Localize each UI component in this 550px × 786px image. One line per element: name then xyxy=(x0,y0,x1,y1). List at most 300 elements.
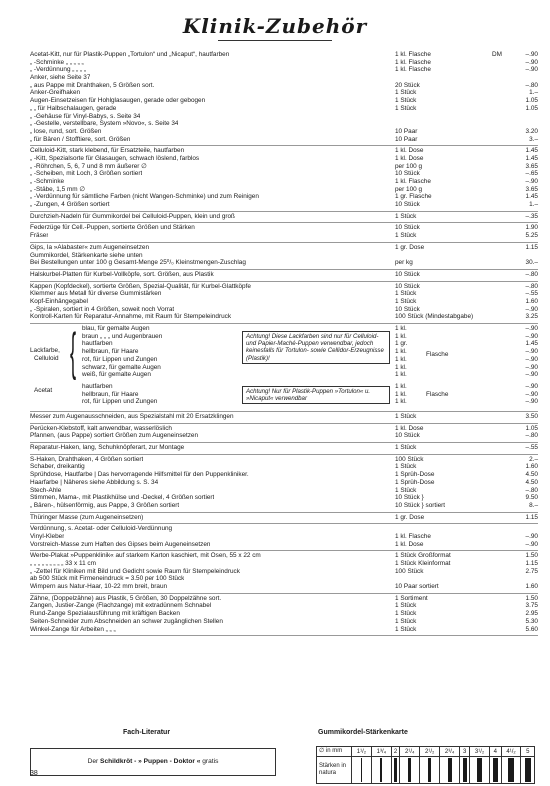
item-quantity: 1 kl. Flasche xyxy=(395,51,431,58)
item-price: –.80 xyxy=(525,486,538,494)
item-price: 1.60 xyxy=(525,297,538,305)
section xyxy=(30,282,538,324)
gummi-size-cell: 4 xyxy=(489,747,501,757)
section xyxy=(30,243,538,270)
item-quantity: 1 Stück xyxy=(395,610,417,618)
item-description: Stech-Ahle xyxy=(30,486,62,494)
list-item xyxy=(30,487,538,495)
title-underline xyxy=(218,40,332,41)
section xyxy=(30,455,538,513)
qty-item: 1 kl. xyxy=(395,332,407,340)
color-item: hautfarben xyxy=(82,340,113,348)
item-price: –.90 xyxy=(525,305,538,313)
item-description: Haarfarbe | Näheres siehe Abbildung s. S. 34 xyxy=(30,478,159,486)
item-quantity: 1 Stück xyxy=(395,97,417,105)
item-price: 1.– xyxy=(529,201,538,209)
item-price: 1.15 xyxy=(525,560,538,567)
item-description: „ -Schminke xyxy=(30,178,65,185)
gummi-sample-bar xyxy=(508,758,514,782)
color-item: rot, für Lippen und Zungen xyxy=(82,398,158,406)
item-description: „ „ „ „ „ „ „ „ „ 33 x 11 cm xyxy=(30,560,96,567)
section xyxy=(30,270,538,282)
color-item: weiß, für gemalte Augen xyxy=(82,371,151,379)
item-quantity: 1 Stück xyxy=(395,625,417,633)
color-item: rot, für Lippen und Zungen xyxy=(82,355,158,363)
gummi-table xyxy=(316,746,535,784)
list-item xyxy=(30,51,538,59)
gummi-sample-bar xyxy=(463,758,467,782)
item-price: 5.60 xyxy=(525,625,538,633)
item-description: „ -Spiralen, sortiert in 4 Größen, soweit noch Vorrat xyxy=(30,305,175,313)
fach-text-post: gratis xyxy=(200,758,219,765)
item-description: Reparatur-Haken, lang, Schuhknöpferart, zur Montage xyxy=(30,444,185,452)
list-item xyxy=(30,298,538,306)
gummi-sample-cell xyxy=(501,757,521,784)
item-description: Gummikordel, Stärkenkarte siehe unten xyxy=(30,251,143,259)
list-item xyxy=(30,595,538,603)
item-price: 2.95 xyxy=(525,610,538,618)
acetat-qty xyxy=(395,383,407,406)
item-quantity: 10 Stück } xyxy=(395,494,424,502)
item-price: –.80 xyxy=(525,270,538,278)
item-price: 1.90 xyxy=(525,224,538,232)
list-item xyxy=(30,626,538,634)
warning-note: Achtung! Diese Lackfarben sind nur für Celluloid- und Papier-Maché-Puppen verwendbar, jedoch keinesfalls für Tortulon- sowie Cellidor-Erzeugnisse (Plastik)! xyxy=(242,331,390,364)
qty-item: 1 kl. xyxy=(395,390,407,398)
list-item xyxy=(30,232,538,240)
item-description: Klemmer aus Metall für diverse Gummistärken xyxy=(30,290,162,298)
fach-literatur-title: Fach-Literatur xyxy=(123,729,171,736)
item-price: 1.50 xyxy=(525,594,538,602)
qty-item: 1 gr. xyxy=(395,340,408,348)
item-quantity: 1 Sortiment xyxy=(395,594,428,602)
item-quantity: 1 gr. Dose xyxy=(395,513,425,521)
item-description: Vorstreich-Masse zum Haften des Gipses beim Augeneinsetzen xyxy=(30,540,211,548)
acetat-label: Acetat xyxy=(34,387,53,394)
gummi-sample-bar xyxy=(408,758,411,782)
section xyxy=(30,551,538,593)
lackfarbe-colors xyxy=(82,325,162,379)
item-quantity: 10 Stück xyxy=(395,270,420,278)
section xyxy=(30,424,538,443)
item-price: 1.50 xyxy=(525,552,538,560)
list-item xyxy=(30,525,538,533)
item-quantity: 1 Stück xyxy=(395,212,417,220)
gummi-row-label: Stärken in natura xyxy=(317,757,352,784)
item-quantity: 100 Stück (Mindestabgabe) xyxy=(395,313,474,321)
list-item xyxy=(30,568,538,576)
acetat-note: Achtung! Nur für Plastik-Puppen »Tortulon« u. »Nicaput« verwendbar xyxy=(242,386,390,404)
item-description: Zähne, (Doppelzähne) aus Plastik, 5 Größen, 30 Doppelzähne sort. xyxy=(30,594,222,602)
item-quantity: 1 gr. Flasche xyxy=(395,193,432,201)
item-description: Fräser xyxy=(30,232,49,240)
list-item xyxy=(30,413,538,421)
item-description: Anker-Greifhaken xyxy=(30,89,81,97)
gummi-sample-bar xyxy=(394,758,396,782)
item-description: „ für Bären / Stofftiere, sort. Größen xyxy=(30,135,131,143)
section xyxy=(30,524,538,551)
item-price: 1.45 xyxy=(525,154,538,162)
item-price: 5.30 xyxy=(525,617,538,625)
item-quantity: 1 Stück xyxy=(395,290,417,298)
qty-item: 1 kl. xyxy=(395,398,407,406)
item-quantity: 10 Stück xyxy=(395,305,420,313)
item-price: 8.– xyxy=(529,501,538,509)
lackfarbe-block xyxy=(30,325,538,409)
list-item xyxy=(30,224,538,232)
item-quantity: 1 Stück xyxy=(395,486,417,494)
item-price: 3.75 xyxy=(525,602,538,610)
item-quantity: 10 Paar xyxy=(395,135,418,143)
price-item: –.90 xyxy=(525,371,538,379)
item-description: Halskurbel-Platten für Kurbel-Vollköpfe, sort. Größen, aus Plastik xyxy=(30,270,214,278)
gummi-sample-cell xyxy=(400,757,420,784)
item-quantity: 1 Stück Großformat xyxy=(395,552,451,560)
item-price: 1.05 xyxy=(525,424,538,432)
list-item xyxy=(30,583,538,591)
item-price: 3.– xyxy=(529,135,538,143)
item-price: 3.50 xyxy=(525,413,538,420)
list-item xyxy=(30,97,538,105)
color-item: hautfarben xyxy=(82,383,113,390)
item-description: „ -Zungen, 4 Größen sortiert xyxy=(30,201,110,209)
item-description: „ -Verdünnung „ „ „ „ xyxy=(30,66,87,74)
price-item: –.90 xyxy=(525,355,538,363)
section xyxy=(30,146,538,212)
list-item xyxy=(30,155,538,163)
item-description: Acetat-Kitt, nur für Plastik-Puppen „Tortulon“ und „Nicaput“, hautfarben xyxy=(30,51,230,58)
item-quantity: 1 Sprüh-Dose xyxy=(395,478,435,486)
section xyxy=(30,223,538,242)
list-item xyxy=(30,575,538,583)
item-price: –.90 xyxy=(525,66,538,74)
item-quantity: 10 Stück xyxy=(395,201,420,209)
price-list xyxy=(30,50,538,636)
list-item xyxy=(30,193,538,201)
section xyxy=(30,50,538,146)
item-quantity: 1 Stück xyxy=(395,297,417,305)
qty-item: 1 kl. xyxy=(395,325,407,332)
item-price: –.90 xyxy=(525,58,538,66)
item-price: 1.– xyxy=(529,89,538,97)
item-quantity: 1 Stück xyxy=(395,444,417,452)
list-item xyxy=(30,252,538,260)
item-description: Wimpern aus Natur-Haar, 10-22 mm breit, braun xyxy=(30,583,168,591)
list-item xyxy=(30,120,538,128)
price-item: –.90 xyxy=(525,363,538,371)
item-description: Messer zum Augenausschneiden, aus Spezialstahl mit 20 Ersatzklingen xyxy=(30,413,234,420)
item-quantity: 1 Stück xyxy=(395,232,417,240)
item-price: 2.– xyxy=(529,455,538,463)
unit-label: Flasche xyxy=(426,391,449,398)
item-quantity: 1 kl. Dose xyxy=(395,154,424,162)
item-currency: DM xyxy=(492,51,502,58)
item-description: „ -Gehäuse für Vinyl-Babys, s. Seite 34 xyxy=(30,112,141,120)
list-item xyxy=(30,456,538,464)
gummi-sample-cell xyxy=(420,757,440,784)
item-price: –.55 xyxy=(525,444,538,452)
item-quantity: 10 Stück xyxy=(395,432,420,440)
item-price: –.65 xyxy=(525,170,538,178)
item-quantity: 1 Stück xyxy=(395,89,417,97)
price-item: –.90 xyxy=(525,390,538,398)
list-item xyxy=(30,74,538,82)
item-description: „ aus Pappe mit Drahthaken, 5 Größen sort. xyxy=(30,81,155,89)
list-item xyxy=(30,213,538,221)
item-quantity: 10 Stück xyxy=(395,282,420,290)
item-description: „ -Röhrchen, 5, 6, 7 und 8 mm äußerer ∅ xyxy=(30,162,147,170)
item-description: ab 500 Stück mit Firmeneindruck = 3.50 per 100 Stück xyxy=(30,575,185,583)
item-quantity: 1 Stück xyxy=(395,602,417,610)
price-item: –.90 xyxy=(525,383,538,390)
item-price: –.35 xyxy=(525,212,538,220)
list-item xyxy=(30,610,538,618)
item-price: –.90 xyxy=(525,540,538,548)
acetat-colors xyxy=(82,383,157,406)
item-price: 1.60 xyxy=(525,463,538,471)
item-price: 3.25 xyxy=(525,313,538,321)
color-item: blau, für gemalte Augen xyxy=(82,325,150,332)
item-quantity: 100 Stück xyxy=(395,567,424,575)
item-description: Gips, Ia »Alabaster« zum Augeneinsetzen xyxy=(30,243,150,251)
item-description: Schaber, dreikantig xyxy=(30,463,85,471)
qty-item: 1 kl. xyxy=(395,383,407,390)
list-item xyxy=(30,479,538,487)
item-price: –.80 xyxy=(525,81,538,89)
item-description: S-Haken, Drahthaken, 4 Größen sortiert xyxy=(30,455,144,463)
item-description: Verdünnung, s. Acetat- oder Celluloid-Verdünnung xyxy=(30,525,173,533)
list-item xyxy=(30,89,538,97)
item-description: „ Bären-, hülsenförmig, aus Pappe, 3 Größen sortiert xyxy=(30,501,180,509)
item-price: 1.05 xyxy=(525,97,538,105)
gummi-size-cell: 3 xyxy=(460,747,470,757)
color-item: hellbraun, für Haare xyxy=(82,348,139,356)
item-description: „ -Gestelle, verstellbare, System »Novo«, s. Seite 34 xyxy=(30,120,179,128)
list-item xyxy=(30,271,538,279)
item-price: 4.50 xyxy=(525,471,538,479)
item-description: „ -Kitt, Spezialsorte für Glasaugen, schwach löslend, farblos xyxy=(30,154,200,162)
item-quantity: 1 Stück xyxy=(395,463,417,471)
list-item xyxy=(30,313,538,321)
item-price: 1.15 xyxy=(525,513,538,521)
item-description: Anker, siehe Seite 37 xyxy=(30,74,91,82)
item-quantity: 1 kl. Flasche xyxy=(395,58,431,66)
gummi-sample-cell xyxy=(470,757,490,784)
item-quantity: per 100 g xyxy=(395,162,423,170)
footer xyxy=(30,726,538,778)
list-item xyxy=(30,113,538,121)
item-quantity: 20 Stück xyxy=(395,81,420,89)
list-item xyxy=(30,59,538,67)
list-item xyxy=(30,244,538,252)
item-price: –.90 xyxy=(525,178,538,185)
gummi-sample-cell xyxy=(391,757,399,784)
gummi-sample-cell xyxy=(460,757,470,784)
item-price: 1.60 xyxy=(525,583,538,591)
item-description: Bei Bestellungen unter 100 g Gesamt-Menge 25⁰/₀ Kleinstmengen-Zuschlag xyxy=(30,259,246,267)
list-item xyxy=(30,66,538,74)
item-price: 30.– xyxy=(525,259,538,267)
list-item xyxy=(30,186,538,194)
item-quantity: 1 kl. Flasche xyxy=(395,532,431,540)
item-description: Sprühdose, Hautfarbe | Das hervorragende Hilfsmittel für den Puppenkliniker. xyxy=(30,471,249,479)
list-item xyxy=(30,147,538,155)
item-quantity: 1 gr. Dose xyxy=(395,243,425,251)
list-item xyxy=(30,425,538,433)
list-item xyxy=(30,471,538,479)
item-description: Kontroll-Karten für Reparatur-Annahme, mit Raum für Stempeleindruck xyxy=(30,313,232,321)
item-price: 3.65 xyxy=(525,185,538,193)
price-item: –.90 xyxy=(525,398,538,406)
item-price: –.55 xyxy=(525,290,538,298)
item-description: Zangen, Justier-Zange (Flachzange) mit extradünnem Schnabel xyxy=(30,602,212,610)
item-quantity: 1 kl. Dose xyxy=(395,540,424,548)
list-item xyxy=(30,432,538,440)
item-price: 9.50 xyxy=(525,494,538,502)
gummi-size-cell: 1¹/₂ xyxy=(352,747,372,757)
list-item xyxy=(30,259,538,267)
gummi-sample-bar xyxy=(448,758,452,782)
list-item xyxy=(30,533,538,541)
item-price: 2.75 xyxy=(525,567,538,575)
item-price: –.80 xyxy=(525,282,538,290)
item-price: 1.05 xyxy=(525,104,538,112)
item-price: –.80 xyxy=(525,432,538,440)
page-number: 38 xyxy=(30,770,38,777)
item-quantity: 1 Stück xyxy=(395,104,417,112)
color-item: schwarz, für gemalte Augen xyxy=(82,363,161,371)
list-item xyxy=(30,128,538,136)
qty-item: 1 kl. xyxy=(395,371,407,379)
item-description: Durchzieh-Nadeln für Gummikordel bei Celluloid-Puppen, klein und groß xyxy=(30,212,235,220)
list-item xyxy=(30,494,538,502)
list-item xyxy=(30,178,538,186)
item-description: Kappen (Kopfdeckel), sortierte Größen, Spezial-Qualität, für Kurbel-Glattköpfe xyxy=(30,282,251,290)
section xyxy=(30,212,538,224)
list-item xyxy=(30,163,538,171)
item-quantity: per 100 g xyxy=(395,185,423,193)
item-quantity: 1 Stück xyxy=(395,617,417,625)
acetat-prices xyxy=(526,383,538,406)
item-description: Rund-Zange Spezialausführung mit kräftigen Backen xyxy=(30,610,180,618)
item-price: –.90 xyxy=(525,532,538,540)
gummi-size-cell: 2¹/₂ xyxy=(420,747,440,757)
fach-literatur-box xyxy=(30,748,276,776)
item-quantity: 1 Stück Kleinformat xyxy=(395,560,451,567)
lackfarbe-qty xyxy=(395,325,407,379)
celluloid-label: Celluloid xyxy=(34,355,59,362)
color-item: hellbraun, für Haare xyxy=(82,390,139,398)
gummi-size-cell: 2¹/₄ xyxy=(400,747,420,757)
fach-text-bold: Schildkröt - » Puppen - Doktor « xyxy=(100,758,201,765)
section xyxy=(30,594,538,636)
list-item xyxy=(30,136,538,144)
item-quantity: 1 kl. Dose xyxy=(395,424,424,432)
item-description: „ „ für Halbschalaugen, gerade xyxy=(30,104,117,112)
color-item: braun „ „ „ und Augenbrauen xyxy=(82,332,163,340)
item-description: Werbe-Plakat »Puppenklinik« auf starkem Karton kaschiert, mit Ösen, 55 x 22 cm xyxy=(30,552,261,560)
item-description: Pfannen, (aus Pappe) sortiert Größen zum Augeneinsetzen xyxy=(30,432,199,440)
price-item: –.90 xyxy=(525,332,538,340)
gummi-sample-bar xyxy=(477,758,482,782)
item-description: „ -Schminke „ „ „ „ „ xyxy=(30,58,84,66)
item-quantity: 1 Stück xyxy=(395,413,417,420)
item-description: Vinyl-Kleber xyxy=(30,532,65,540)
item-quantity: 10 Paar xyxy=(395,127,418,135)
list-item xyxy=(30,560,538,568)
lackfarbe-prices xyxy=(526,325,538,379)
gummi-size-cell: 3¹/₂ xyxy=(470,747,490,757)
list-item xyxy=(30,283,538,291)
gummi-sample-cell xyxy=(489,757,501,784)
gummi-title: Gummikordel-Stärkenkarte xyxy=(318,729,408,736)
unit-label: Flasche xyxy=(426,351,449,358)
item-quantity: 1 kl. Flasche xyxy=(395,178,431,185)
item-quantity: 1 kl. Flasche xyxy=(395,66,431,74)
page-title: Klinik-Zubehör xyxy=(182,14,368,38)
item-price: –.90 xyxy=(525,51,538,58)
list-item xyxy=(30,514,538,522)
item-quantity: 10 Stück xyxy=(395,170,420,178)
gummi-size-cell: 4¹/₂ xyxy=(501,747,521,757)
item-description: „ -Stäbe, 1,5 mm ∅ xyxy=(30,185,85,193)
item-price: 4.50 xyxy=(525,478,538,486)
item-description: Winkel-Zange für Arbeiten „ „ „ xyxy=(30,625,116,633)
list-item xyxy=(30,306,538,314)
gummi-size-cell: 2 xyxy=(391,747,399,757)
item-description: Celluloid-Kitt, stark klebend, für Ersatzteile, hautfarben xyxy=(30,147,185,155)
gummi-sample-cell xyxy=(521,757,535,784)
item-description: Seiten-Schneider zum Abschneiden an schwer zugänglichen Stellen xyxy=(30,617,223,625)
item-description: „ -Verdünnung für sämtliche Farben (nicht Wangen-Schminke) und zum Reinigen xyxy=(30,193,259,201)
list-item xyxy=(30,444,538,452)
item-description: Thüringer Masse (zum Augeneinsetzen) xyxy=(30,513,144,521)
list-item xyxy=(30,82,538,90)
item-price: 1.45 xyxy=(525,193,538,201)
item-quantity: per kg xyxy=(395,259,413,267)
gummi-sample-cell xyxy=(352,757,372,784)
gummi-sample-bar xyxy=(428,758,431,782)
item-description: „ -Scheiben, mit Loch, 3 Größen sortiert xyxy=(30,170,143,178)
qty-item: 1 kl. xyxy=(395,348,407,356)
item-quantity: 10 Stück xyxy=(395,224,420,232)
item-description: „ lose, rund, sort. Größen xyxy=(30,127,102,135)
item-quantity: 1 Sprüh-Dose xyxy=(395,471,435,479)
gummi-sample-bar xyxy=(525,758,531,782)
list-item xyxy=(30,552,538,560)
gummi-sample-cell xyxy=(440,757,460,784)
list-item xyxy=(30,201,538,209)
item-description: Perücken-Klebstoff, kalt anwendbar, wasserlöslich xyxy=(30,424,172,432)
section xyxy=(30,443,538,455)
item-quantity: 10 Stück } sortiert xyxy=(395,501,446,509)
list-item xyxy=(30,541,538,549)
fach-text-pre: Der xyxy=(87,758,101,765)
price-item: –.90 xyxy=(525,325,538,332)
item-price: 1.15 xyxy=(525,243,538,251)
list-item xyxy=(30,290,538,298)
brace: { xyxy=(70,323,77,381)
item-description: „ -Zettel für Kliniken mit Bild und Gedicht sowie Raum für Stempeleindruck xyxy=(30,567,240,575)
item-quantity: 1 kl. Dose xyxy=(395,147,424,155)
gummi-header-label: ∅ in mm xyxy=(317,747,352,757)
gummi-sample-bar xyxy=(361,758,363,782)
gummi-size-cell: 2³/₄ xyxy=(440,747,460,757)
list-item xyxy=(30,602,538,610)
section xyxy=(30,412,538,424)
qty-item: 1 kl. xyxy=(395,363,407,371)
item-description: Federzüge für Cell.-Puppen, sortierte Größen und Stärken xyxy=(30,224,195,232)
